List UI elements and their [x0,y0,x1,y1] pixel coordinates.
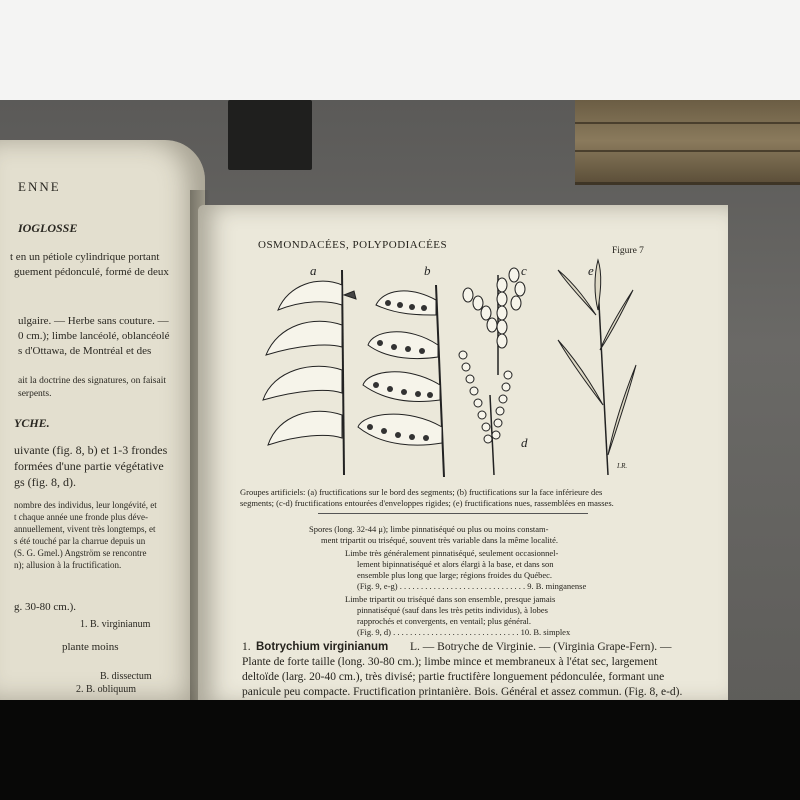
fern-a-pinna [263,366,342,400]
key-line: rapprochés et convergents, en ventail; plus général. [357,616,532,626]
fern-a-pinna [266,321,342,355]
key-line: (Fig. 9, d) . . . . . . . . . . . . . . . . . . . . . . . . . . . . . . 10. B. simplex [357,627,571,637]
figure-letter-e: e [588,263,594,278]
text-line: nombre des individus, leur longévité, et [14,500,157,510]
text-line: t en un pétiole cylindrique portant [10,251,160,263]
key-line: ensemble plus long que large; régions froides du Québec. [357,570,553,580]
figure-caption: segments; (c-d) fructifications entourées d'enveloppes rigides; (e) fructifications nues, rassemblées en masses. [240,498,614,508]
key-line: (Fig. 9, e-g) . . . . . . . . . . . . . . . . . . . . . . . . . . . . . . 9. B. minganense [357,581,587,591]
page-heading: ENNE [18,179,61,194]
text-line: (S. G. Gmel.) Angström se rencontre [14,548,147,558]
key-line: Limbe tripartit ou triséqué dans son ensemble, presque jamais [345,594,556,604]
fern-d [459,351,512,475]
fern-a-pinna [268,411,342,445]
background-wall [0,0,800,100]
text-line: g. 30-80 cm.). [14,601,77,613]
fern-b-rachis [436,285,444,477]
text-line: plante moins [62,641,119,653]
text-line: gs (fig. 8, d). [14,475,76,489]
divider [318,513,588,514]
text-line: guement pédonculé, formé de deux [14,266,169,278]
text-line: serpents. [18,389,52,399]
text-line: 0 cm.); limbe lancéolé, oblancéolé [18,330,170,342]
fern-illustration [258,255,643,480]
key-line: Spores (long. 32-44 μ); limbe pinnatiséqué ou plus ou moins constam- [309,524,549,534]
entry-line: panicule peu compacte. Fructification printanière. Bois. Général et assez commun. (Fig. 8, e-d). [242,686,683,698]
text-line: t chaque année une fronde plus déve- [14,512,148,522]
left-book-page [0,140,205,700]
text-line: ulgaire. — Herbe sans couture. — [18,315,169,327]
fern-c [463,268,525,375]
figure-caption: Groupes artificiels: (a) fructifications sur le bord des segments; (b) fructifications sur la face inférieure des [240,487,603,497]
fern-d-sporangia [459,351,512,443]
key-line: ment tripartit ou triséqué, souvent très variable dans la même localité. [321,535,558,545]
text-line: uivante (fig. 8, b) et 1-3 frondes [14,443,168,457]
key-entry: B. dissectum [100,671,152,682]
entry-line: L. — Botryche de Virginie. — (Virginia Grape-Fern). — [410,641,672,653]
figure-letter-b: b [424,263,431,278]
text-line: s été touché par la charrue depuis un [14,536,146,546]
text-line: formées d'une partie végétative [14,459,164,473]
key-line: pinnatiséqué (sauf dans les très petits individus), à lobes [357,605,548,615]
figure-label: Figure 7 [612,246,644,256]
fern-a-pinna [278,281,342,310]
text-line: annuellement, vivent très longtemps, et [14,524,156,534]
figure-letter-d: d [521,435,528,450]
section-heading: YCHE. [14,416,50,430]
dark-object [228,100,312,170]
key-line: Limbe très généralement pinnatiséqué, seulement occasionnel- [345,548,559,558]
text-line: s d'Ottawa, de Montréal et des [18,345,152,357]
figure-letter-c: c [521,263,527,278]
fern-e [558,260,636,475]
entry-species-name: Botrychium virginianum [256,641,389,653]
key-line: lement bipinnatiséqué et alors élargi à la base, et dans son [357,559,554,569]
illustrator-signature: I.R. [617,462,628,470]
fern-a [263,270,356,475]
entry-line: deltoïde (larg. 20-40 cm.), très divisé; partie fructifère longuement pédonculée, formant une [242,671,665,683]
key-entry: 2. B. obliquum [76,684,137,695]
page-header: OSMONDACÉES, POLYPODIACÉES [258,239,448,251]
text-line: ait la doctrine des signatures, on faisait [18,376,166,386]
fern-b [358,285,444,477]
wooden-box [575,100,800,185]
figure-letter-a: a [310,263,317,278]
text-line: n); allusion à la fructification. [14,560,122,570]
entry-number: 1. [242,641,251,653]
section-heading: IOGLOSSE [18,221,78,235]
dark-foreground [0,700,800,800]
entry-line: Plante de forte taille (long. 30-80 cm.); limbe mince et membraneux à l'état sec, largement [242,656,658,668]
fern-c-sporangia [463,268,525,348]
key-entry: 1. B. virginianum [80,619,151,630]
